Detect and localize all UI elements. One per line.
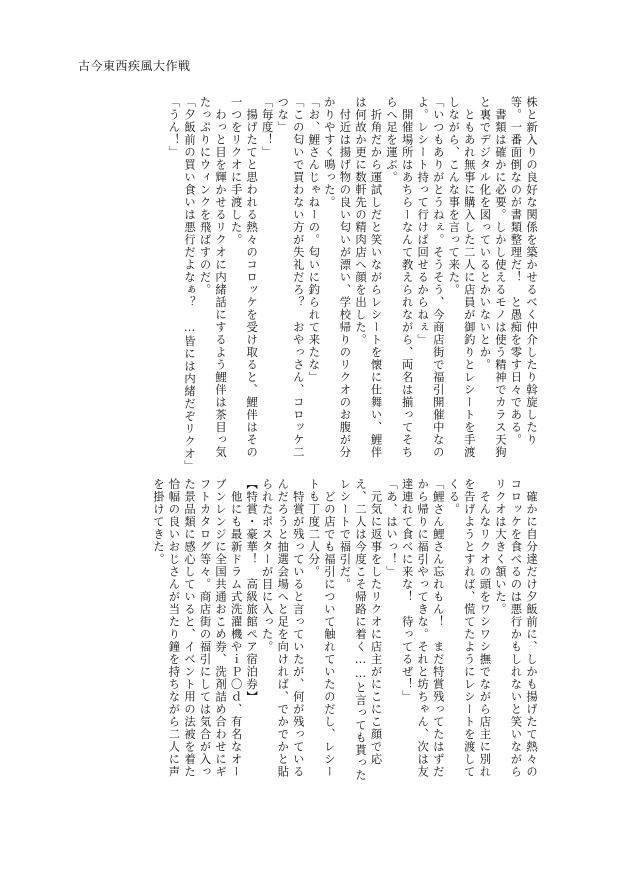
dialogue-line: 「夕飯前の買い食いは悪行だよなぁ？ …皆には内緒だぞリクオ」 (182, 96, 196, 473)
paragraph: 折角だから運試しだと笑いながらレシートを懐に仕舞い、鯉伴は何故か更に数軒先の精肉店へ顔を出した。 (353, 96, 383, 459)
paragraph: 元気に返事をしたリクオに店主がにこにこ顔で応え、二人は今度こそ帰路に着く……と言っても貰ったレシートで福引だ。 (338, 478, 383, 782)
paragraph: 揚げたてと思われる熱々のコロッケを受け取ると、鯉伴はその一つをリクオに手渡した。 (229, 96, 259, 459)
paragraph: そんなリクオの頭をワシワシ撫でながら店主に別れを告げようとすれば、慌てたようにレシートを渡してくる。 (447, 478, 492, 778)
dialogue-line: 「この匂いで買わない方が失礼だろ？ おやっさん、コロッケ二つな」 (276, 96, 305, 459)
dialogue-line: 「うん！」 (167, 96, 181, 159)
lower-text-block (150, 478, 539, 790)
upper-text-block (166, 96, 539, 473)
paragraph: ともあれ無事に購入した二人に店員が御釣りとレシートを手渡しながら、こんな事を言って来た。 (447, 96, 476, 459)
paragraph: 他にも最新ドラム式洗濯機やｉＰ〇ｄ、有名なオーブンレンジに全国共通おこめ券、洗剤詰め合わせにギフトカタログ等々。商店街の福引にしては気合が入った景品類に感心していると、イベント用の法被を着た恰幅の良いおじさんが当たり鐘を持ちながら二人に声を掛けてきた。 (151, 478, 243, 778)
paragraph: どの店でも福引について触れていたのだし、レシートも丁度二人分。 (307, 478, 336, 778)
running-header: 古今東西疾風大作戦 (78, 59, 191, 73)
paragraph: 株と新入りの良好な関係を築かせるべく仲介したり斡旋したり等。一番面倒なのが書類整理だ！ と愚痴を零す日々である。 (509, 96, 538, 446)
prize-heading: 【特賞・豪華！ 高級旅館ペア宿泊券】 (245, 478, 259, 703)
paragraph: 書類は確かに必要。しかし使えるモノは使う精神でカラス天狗と裏でデジタル化を図っているとかいないとか。 (478, 96, 507, 459)
paragraph: 特賞が残っていると言っていたが、何が残っているんだろうと抽選会場へと足を向ければ、でかでかと貼られたポスターが目に入った。 (260, 478, 305, 778)
paragraph: 付近は揚げ物の良い匂いが漂い、学校帰りのリクオのお腹が分かりやすく鳴った。 (322, 96, 352, 459)
dialogue-line: 「いつもありがとうねぇ。そうそう、今商店街で福引開催中なのよ。レシート持って行けば回せるからねぇ」 (416, 96, 445, 459)
paragraph: わっと目を輝かせるリクオに内緒話にするよう鯉伴は茶目っ気たっぷりにウィンクを飛ばすのだ。 (198, 96, 228, 459)
dialogue-line: 「毎度！」 (260, 96, 274, 159)
dialogue-line: 「あ、はいっ！」 (385, 478, 399, 578)
dialogue-line: 「お、鯉さんじゃねーの。匂いに釣られて来たな」 (307, 96, 321, 384)
paragraph: 開催場所はあちらーなんて教えられながら、両名は揃ってそちらへ足を運ぶ。 (385, 96, 414, 459)
paragraph: 確かに自分達だけ夕飯前に、しかも揚げたて熱々のコロッケを食べるのは悪行かもしれないと笑いながらリクオは大きく頷いた。 (493, 478, 538, 778)
dialogue-line: 「鯉さん鯉さん忘れもん！ まだ特賞残ってたはずだから帰りに福引やってきな。それと坊ちゃん、次は友達連れて食べに来な！ 待ってるぜ！」 (400, 478, 445, 778)
